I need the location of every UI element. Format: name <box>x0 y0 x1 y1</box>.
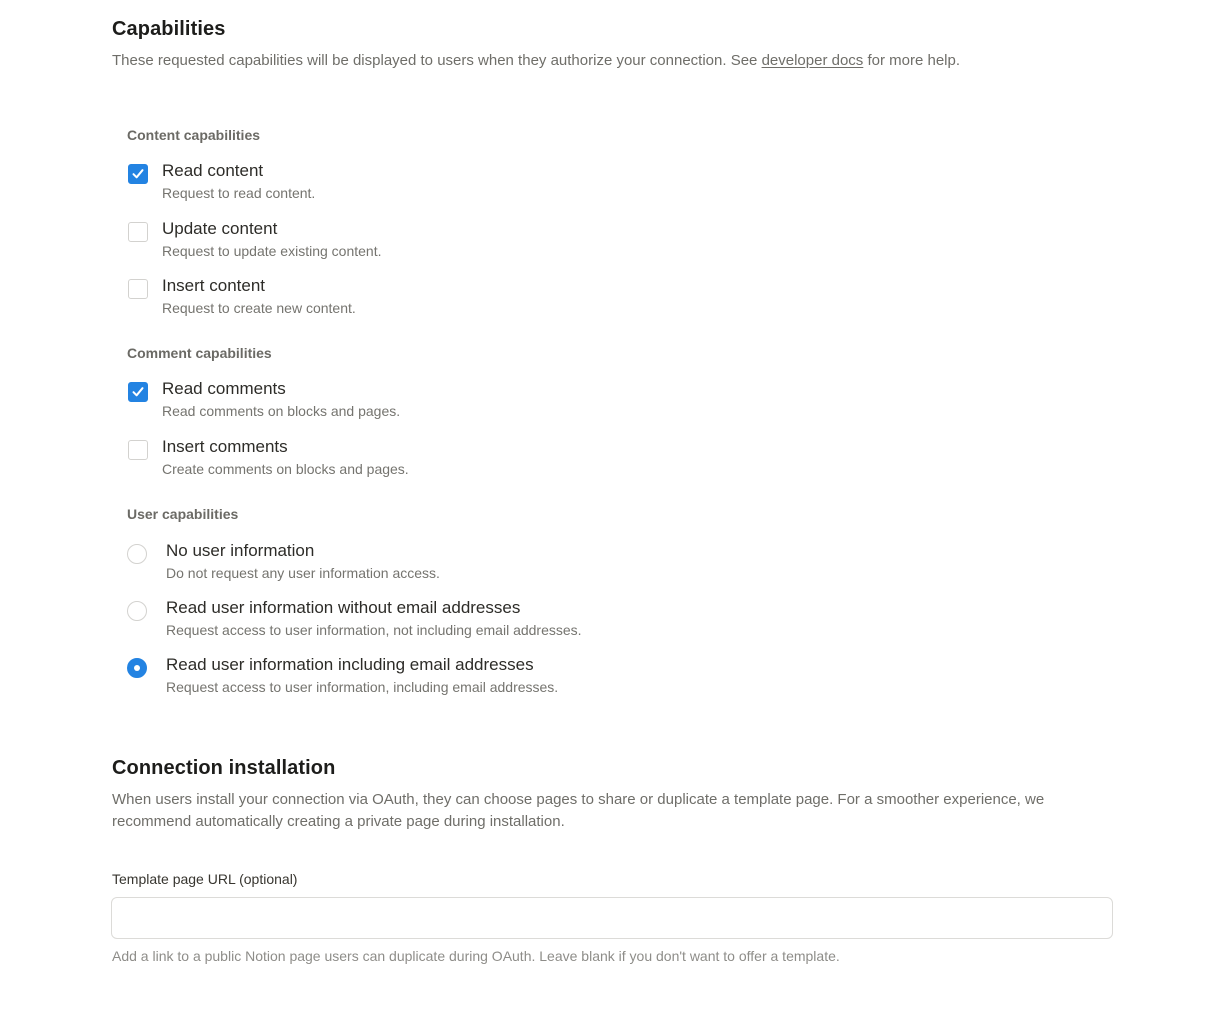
option-description: Request to read content. <box>162 185 316 201</box>
check-icon <box>131 167 145 181</box>
insert-comments-checkbox[interactable] <box>128 440 148 460</box>
check-icon <box>131 385 145 399</box>
capabilities-desc-text: These requested capabilities will be displayed to users when they authorize your connection. See <box>112 52 762 69</box>
user-info-with-email-radio[interactable] <box>127 658 147 678</box>
option-description: Request to update existing content. <box>162 243 382 259</box>
option-label: No user information <box>166 541 315 560</box>
option-description: Request access to user information, not including email addresses. <box>166 622 582 638</box>
option-description: Do not request any user information access. <box>166 565 440 581</box>
no-user-info-radio[interactable] <box>127 544 147 564</box>
developer-docs-link[interactable]: developer docs <box>761 52 864 69</box>
option-description: Request to create new content. <box>162 300 356 316</box>
option-label: Insert content <box>162 276 266 295</box>
option-description: Create comments on blocks and pages. <box>162 461 409 477</box>
option-label: Insert comments <box>162 437 288 456</box>
user-capabilities-label: User capabilities <box>127 506 239 522</box>
option-description: Request access to user information, including email addresses. <box>166 679 559 695</box>
installation-title: Connection installation <box>112 757 336 779</box>
capabilities-title: Capabilities <box>112 18 226 40</box>
content-capabilities-label: Content capabilities <box>127 127 261 143</box>
template-url-helper: Add a link to a public Notion page users can duplicate during OAuth. Leave blank if you don't want to offer a template. <box>112 948 840 964</box>
capabilities-desc-suffix: for more help. <box>863 52 961 69</box>
template-url-input[interactable] <box>111 897 1113 939</box>
insert-content-checkbox[interactable] <box>128 279 148 299</box>
template-url-label: Template page URL (optional) <box>112 871 298 887</box>
option-label: Read comments <box>162 379 286 398</box>
option-label: Read user information including email addresses <box>166 655 534 674</box>
installation-description: When users install your connection via OAuth, they can choose pages to share or duplicate a template page. For a smoother experience, we recommend automatically creating a private page during installation. <box>112 791 1045 830</box>
option-label: Read content <box>162 161 264 180</box>
update-content-checkbox[interactable] <box>128 222 148 242</box>
option-label: Update content <box>162 219 278 238</box>
option-label: Read user information without email addresses <box>166 598 521 617</box>
capabilities-description <box>112 50 1112 72</box>
read-content-checkbox[interactable] <box>128 164 148 184</box>
user-info-without-email-radio[interactable] <box>127 601 147 621</box>
comment-capabilities-label: Comment capabilities <box>127 345 272 361</box>
option-description: Read comments on blocks and pages. <box>162 403 401 419</box>
read-comments-checkbox[interactable] <box>128 382 148 402</box>
